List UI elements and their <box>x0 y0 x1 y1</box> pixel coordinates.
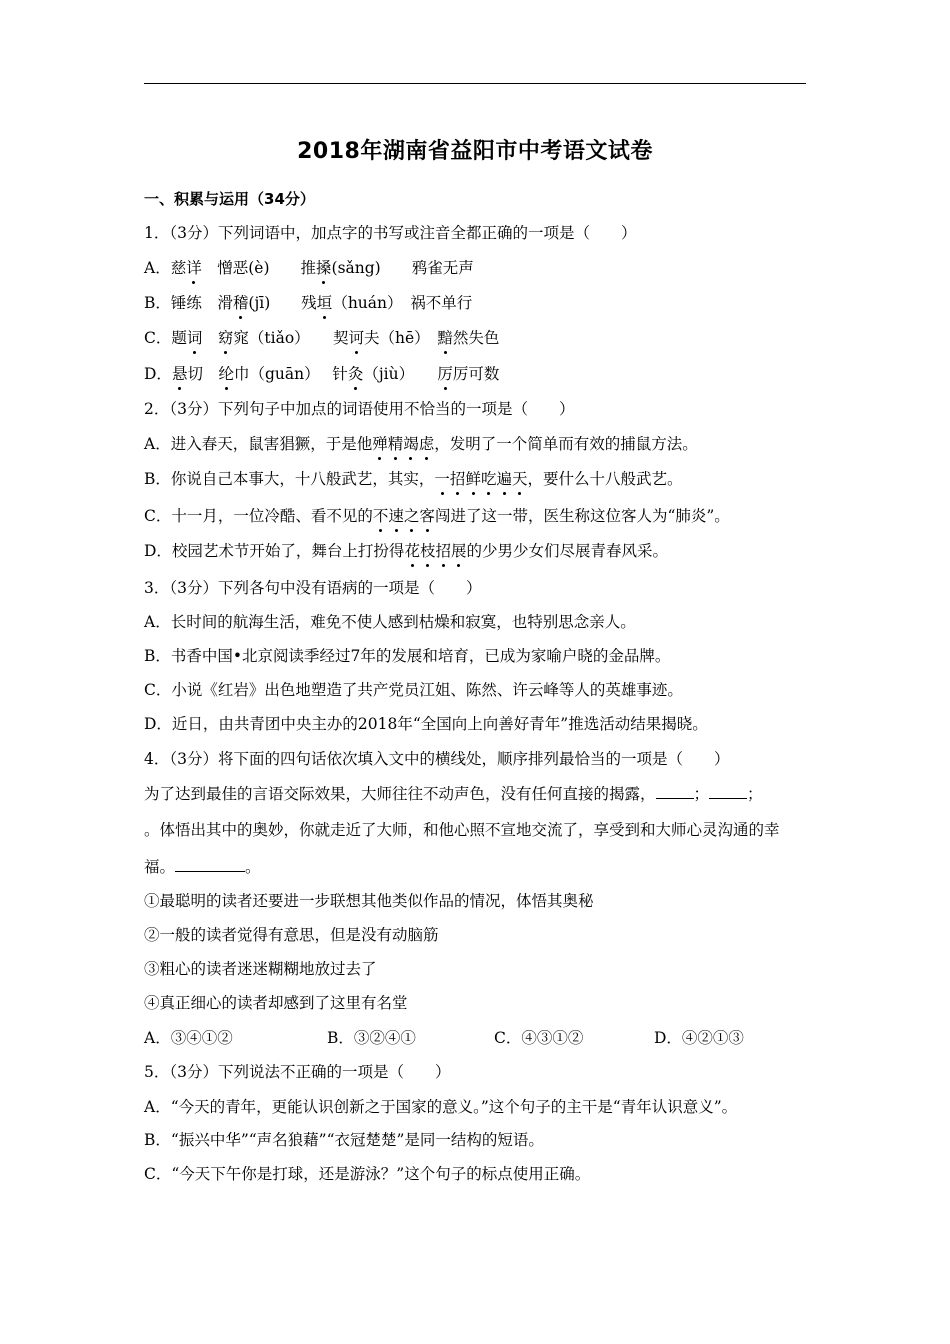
q2-option-a: A．进入春天，鼠害猖獗，于是他殚精竭虑，发明了一个简单而有效的捕鼠方法。 <box>144 435 698 453</box>
q4-passage-line2: 。体悟出其中的奥妙，你就走近了大师，和他心照不宣地交流了，享受到和大师心灵沟通的幸 <box>144 821 780 839</box>
emphasis-char: 殚 <box>372 435 388 453</box>
header-rule <box>144 83 806 84</box>
q2-option-c: C．十一月，一位冷酷、看不见的不速之客闯进了这一带，医生称这位客人为“肺炎”。 <box>144 507 730 525</box>
emphasis-char: 虑 <box>418 435 435 453</box>
q4-sentence-3: ③粗心的读者迷迷糊糊地放过去了 <box>144 960 377 978</box>
dotted-phrase <box>404 542 466 560</box>
page-title: 2018年湖南省益阳市中考语文试卷 <box>297 139 653 164</box>
emphasis-char: 枝 <box>419 542 436 560</box>
emphasis-char: 客 <box>419 507 435 525</box>
dotted-phrase <box>434 470 527 488</box>
q4-option-b: B．③②④① <box>327 1029 416 1047</box>
emphasis-char: 吃 <box>480 470 497 488</box>
emphasis-char: 之 <box>403 507 420 525</box>
dotted-phrase <box>372 435 434 453</box>
q4-passage-line1: 为了达到最佳的言语交际效果，大师往往不动声色，没有任何直接的揭露， ； ； <box>144 785 763 803</box>
q3-option-b: B．书香中国•北京阅读季经过7年的发展和培育，已成为家喻户晓的金品牌。 <box>144 647 671 665</box>
emphasis-char: 鲜 <box>465 470 481 488</box>
q4-sentence-2: ②一般的读者觉得有意思，但是没有动脑筋 <box>144 926 439 944</box>
dotted-phrase <box>373 507 435 525</box>
emphasis-char: 竭 <box>403 435 419 453</box>
q2-stem: 2．（3分）下列句子中加点的词语使用不恰当的一项是（ ） <box>144 400 575 418</box>
q5-option-a: A．“今天的青年，更能认识创新之于国家的意义。”这个句子的主干是“青年认识意义”。 <box>144 1098 738 1116</box>
emphasis-char: 花 <box>404 542 420 560</box>
emphasis-char: 不 <box>372 507 389 525</box>
q4-sentence-1: ①最聪明的读者还要进一步联想其他类似作品的情况，体悟其奥秘 <box>144 892 594 910</box>
q4-options <box>144 1027 814 1049</box>
q4-option-a: A．③④①② <box>144 1029 233 1047</box>
emphasis-char: 展 <box>450 542 467 560</box>
q4-sentence-4: ④真正细心的读者却感到了这里有名堂 <box>144 994 408 1012</box>
q4-option-c: C．④③①② <box>494 1029 584 1047</box>
answer-blank <box>656 784 694 799</box>
q2-option-d: D．校园艺术节开始了，舞台上打扮得花枝招展的少男少女们尽展青春风采。 <box>144 542 669 560</box>
section-heading: 一、积累与运用（34分） <box>144 190 315 208</box>
q3-option-a: A．长时间的航海生活，难免不使人感到枯燥和寂寞，也特别思念亲人。 <box>144 613 636 631</box>
q3-stem: 3．（3分）下列各句中没有语病的一项是（ ） <box>144 579 482 597</box>
emphasis-char: 精 <box>387 435 404 453</box>
emphasis-char: 招 <box>435 542 451 560</box>
q4-option-d: D．④②①③ <box>654 1029 744 1047</box>
emphasis-char: 招 <box>449 470 466 488</box>
emphasis-char: 速 <box>388 507 404 525</box>
q2-option-b: B．你说自己本事大，十八般武艺，其实，一招鲜吃遍天，要什么十八般武艺。 <box>144 470 683 488</box>
emphasis-char: 天 <box>511 470 528 488</box>
q1-option-b: B．锤练 滑稽(jī) 残垣（huán） 祸不单行 <box>144 294 473 312</box>
q5-stem: 5．（3分）下列说法不正确的一项是（ ） <box>144 1063 451 1081</box>
answer-blank <box>175 857 245 872</box>
q3-option-c: C．小说《红岩》出色地塑造了共产党员江姐、陈然、许云峰等人的英雄事迹。 <box>144 681 683 699</box>
q4-stem: 4．（3分）将下面的四句话依次填入文中的横线处，顺序排列最恰当的一项是（ ） <box>144 750 730 768</box>
answer-blank <box>709 784 747 799</box>
q1-option-c: C．题词 窈窕（tiǎo） 契诃夫（hē） 黯然失色 <box>144 329 500 347</box>
q5-option-c: C．“今天下午你是打球，还是游泳？”这个句子的标点使用正确。 <box>144 1165 591 1183</box>
q5-option-b: B．“振兴中华”“声名狼藉”“衣冠楚楚”是同一结构的短语。 <box>144 1131 544 1149</box>
q1-stem: 1．（3分）下列词语中，加点字的书写或注音全都正确的一项是（ ） <box>144 224 637 242</box>
q1-option-a: A．慈详 憎恶(è) 推搡(sǎng) 鸦雀无声 <box>144 259 474 277</box>
q3-option-d: D．近日，由共青团中央主办的2018年“全国向上向善好青年”推选活动结果揭晓。 <box>144 715 708 733</box>
emphasis-char: 遍 <box>496 470 512 488</box>
q4-passage-line3: 福。 。 <box>144 858 261 876</box>
q1-option-d: D．悬切 纶巾（guān） 针灸（jiù） 厉厉可数 <box>144 365 500 383</box>
emphasis-char: 一 <box>434 470 450 488</box>
